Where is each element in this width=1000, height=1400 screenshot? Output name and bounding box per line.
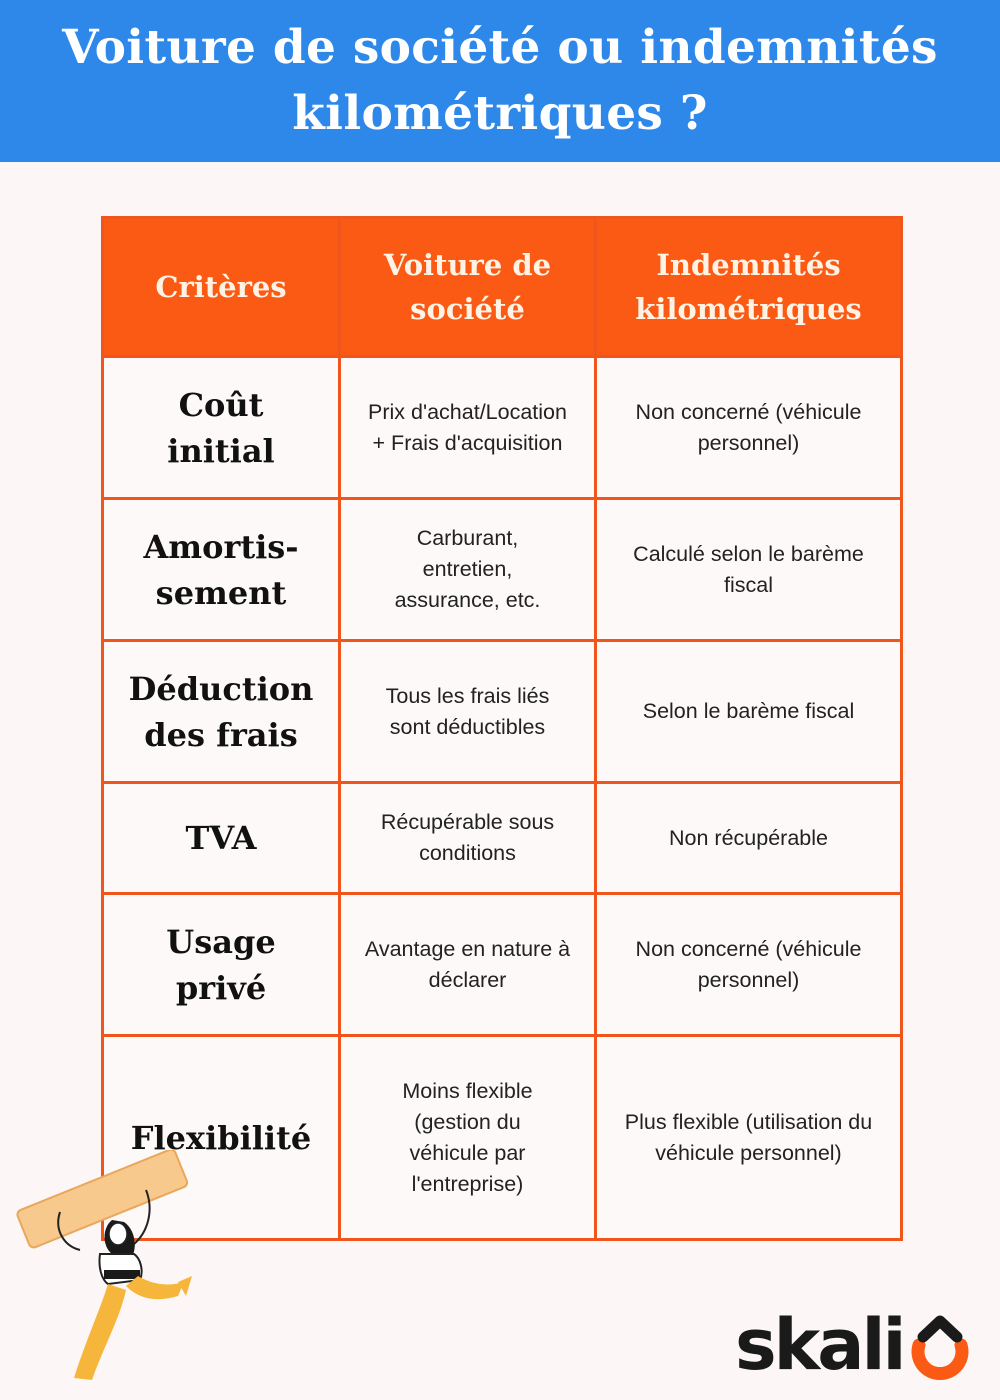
company-car-cell: Avantage en nature à déclarer (340, 894, 596, 1036)
criterion-cell: Coût initial (103, 357, 340, 499)
mileage-cell: Non concerné (véhicule personnel) (596, 894, 902, 1036)
header-criteria: Critères (103, 218, 340, 357)
header-company-car: Voiture de société (340, 218, 596, 357)
header-banner (0, 0, 1000, 162)
table-row (103, 641, 902, 783)
table-header-row (103, 218, 902, 357)
criterion-cell: Déduction des frais (103, 641, 340, 783)
person-carrying-board-icon (8, 1150, 208, 1390)
company-car-cell: Carburant, entretien, assurance, etc. (340, 499, 596, 641)
company-car-cell: Prix d'achat/Location + Frais d'acquisition (340, 357, 596, 499)
criterion-cell: Amortis-sement (103, 499, 340, 641)
mileage-cell: Non concerné (véhicule personnel) (596, 357, 902, 499)
table-row (103, 357, 902, 499)
company-car-cell: Tous les frais liés sont déductibles (340, 641, 596, 783)
mileage-cell: Selon le barème fiscal (596, 641, 902, 783)
comparison-table (101, 216, 903, 1241)
page-title: Voiture de société ou indemnités kilométriques ? (62, 20, 938, 141)
criterion-cell: TVA (103, 783, 340, 894)
table-row (103, 499, 902, 641)
mileage-cell: Non récupérable (596, 783, 902, 894)
mileage-cell: Calculé selon le barème fiscal (596, 499, 902, 641)
circle-arrow-up-icon (905, 1315, 975, 1381)
company-car-cell: Moins flexible (gestion du véhicule par l'entreprise) (340, 1036, 596, 1240)
criterion-cell: Flexibilité (103, 1036, 340, 1240)
company-car-cell: Récupérable sous conditions (340, 783, 596, 894)
table-row (103, 1036, 902, 1240)
logo-wordmark: skali (735, 1304, 904, 1386)
table-row (103, 894, 902, 1036)
brand-logo (735, 1305, 975, 1385)
header-mileage-allowance: Indemnités kilométriques (596, 218, 902, 357)
table-row (103, 783, 902, 894)
mileage-cell: Plus flexible (utilisation du véhicule personnel) (596, 1036, 902, 1240)
criterion-cell: Usage privé (103, 894, 340, 1036)
